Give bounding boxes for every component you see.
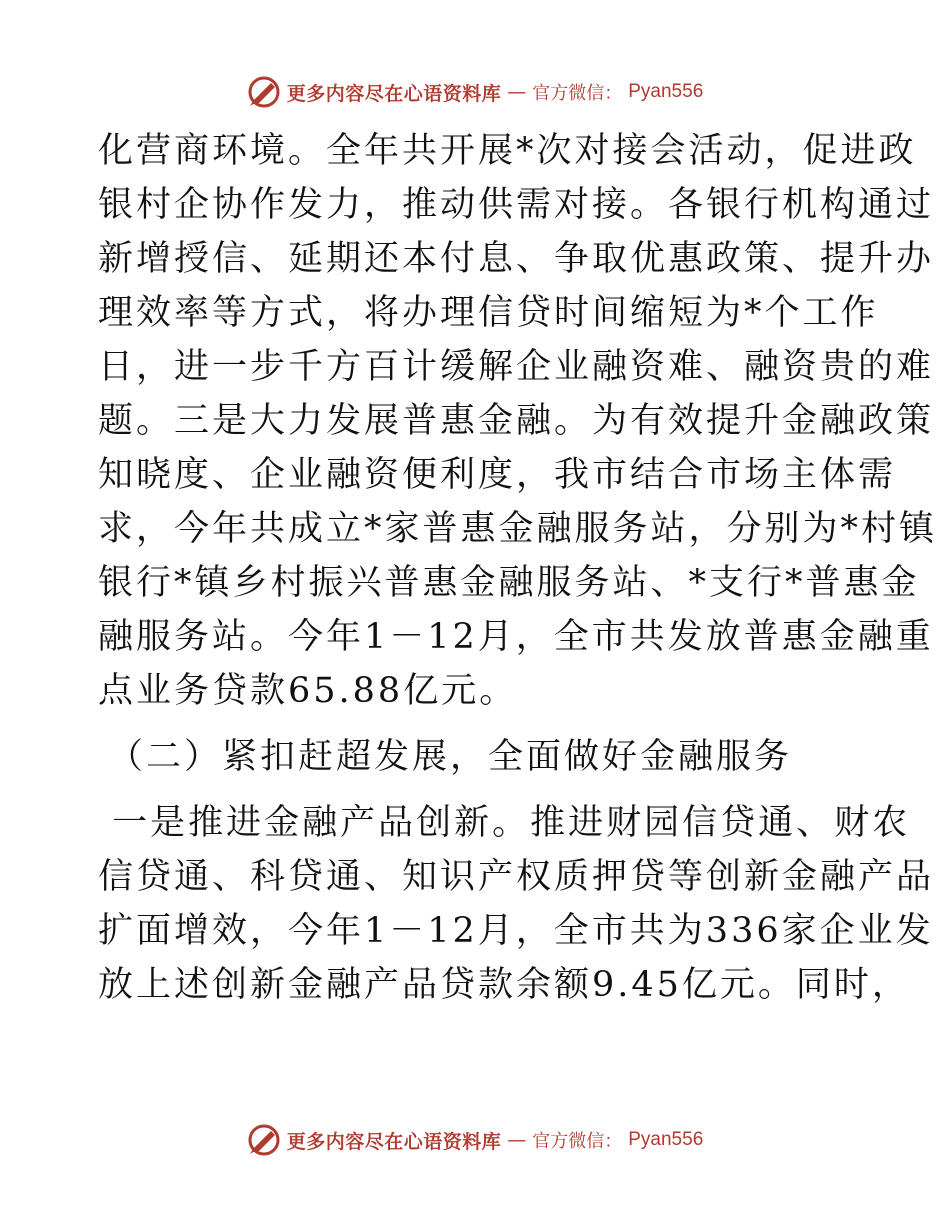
watermark-text: 更多内容尽在心语资料库 xyxy=(286,1130,502,1153)
text-line: 化营商环境。全年共开展*次对接会活动，促进政 xyxy=(98,131,917,171)
text-line: 信贷通、科贷通、知识产权质押贷等创新金融产品 xyxy=(98,857,935,897)
watermark-footer xyxy=(0,1118,950,1162)
text-line: 新增授信、延期还本付息、争取优惠政策、提升办 xyxy=(98,239,935,279)
text-line: 理效率等方式，将办理信贷时间缩短为*个工作 xyxy=(98,293,879,333)
pen-logo-icon xyxy=(247,1123,281,1157)
paragraph-spacer xyxy=(98,718,858,730)
watermark-separator: — xyxy=(507,81,527,103)
watermark-id: Pyan556 xyxy=(628,1129,704,1150)
text-line: 日，进一步千方百计缓解企业融资难、融资贵的难 xyxy=(98,347,935,387)
watermark-header xyxy=(0,70,950,114)
watermark-id: Pyan556 xyxy=(628,81,704,102)
watermark-label: 官方微信： xyxy=(532,1131,623,1152)
document-body xyxy=(98,124,938,1012)
text-line: 知晓度、企业融资便利度，我市结合市场主体需 xyxy=(98,455,897,495)
text-line: 题。三是大力发展普惠金融。为有效提升金融政策 xyxy=(98,401,935,441)
watermark-separator: — xyxy=(507,1129,527,1151)
text-line: 银行*镇乡村振兴普惠金融服务站、*支行*普惠金 xyxy=(98,563,920,603)
text-line: 一是推进金融产品创新。推进财园信贷通、财农 xyxy=(98,803,911,843)
text-line: 放上述创新金融产品贷款余额9.45亿元。同时， xyxy=(98,965,910,1005)
text-line: 求，今年共成立*家普惠金融服务站，分别为*村镇 xyxy=(98,509,938,549)
watermark-label: 官方微信： xyxy=(532,83,623,104)
watermark-text: 更多内容尽在心语资料库 xyxy=(286,82,502,105)
section-heading: （二）紧扣赶超发展，全面做好金融服务 xyxy=(108,737,793,777)
text-line: 扩面增效，今年1－12月，全市共为336家企业发 xyxy=(98,911,934,951)
text-line: 融服务站。今年1－12月，全市共发放普惠金融重 xyxy=(98,617,934,657)
text-line: 点业务贷款65.88亿元。 xyxy=(98,671,518,711)
text-line: 银村企协作发力，推动供需对接。各银行机构通过 xyxy=(98,185,935,225)
paragraph-spacer xyxy=(98,784,858,796)
pen-logo-icon xyxy=(247,75,281,109)
